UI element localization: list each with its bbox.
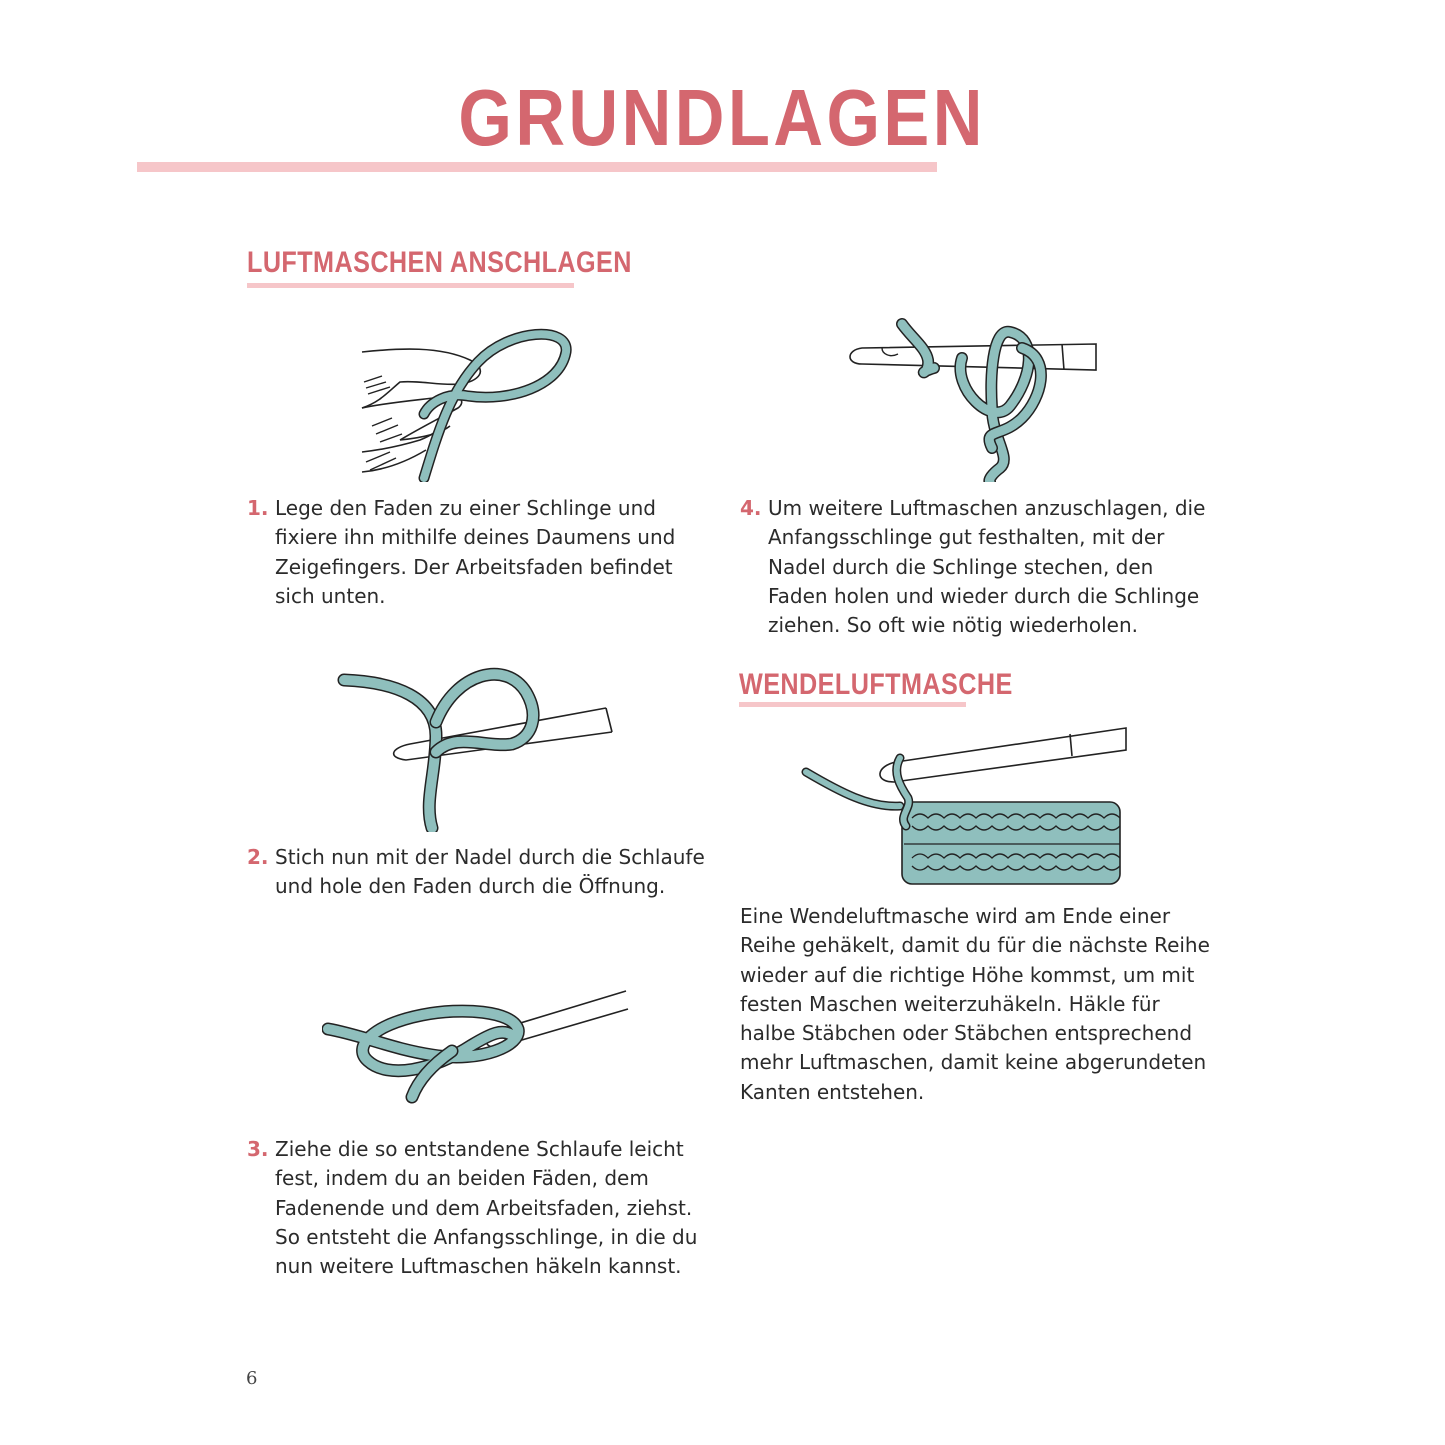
step-3	[247, 1135, 707, 1281]
wendeluftmasche-text: Eine Wendeluftmasche wird am Ende einer Reihe gehäkelt, damit du für die nächste Reihe wieder auf die richtige Höhe kommst, um mit festen Maschen weiterzuhäkeln. Häkle für halbe Stäbchen oder Stäbchen entsprechend mehr Luftmaschen, damit keine abgerundeten Kanten entstehen.	[740, 904, 1210, 1104]
chain-stitch-illustration	[842, 318, 1102, 482]
step-text: Um weitere Luftmaschen anzuschlagen, die Anfangsschlinge gut festhalten, mit der Nadel durch die Schlinge stechen, den Faden holen und wieder durch die Schlinge ziehen. So oft wie nötig wiederholen.	[768, 496, 1206, 638]
slip-knot-illustration	[322, 985, 632, 1105]
step-1	[247, 494, 707, 611]
step-text: Lege den Faden zu einer Schlinge und fixiere ihn mithilfe deines Daumens und Zeigefingers. Der Arbeitsfaden befindet sich unten.	[275, 496, 676, 608]
step-number: 2.	[247, 845, 269, 869]
loop-hand-illustration	[360, 322, 580, 482]
step-4	[740, 494, 1210, 640]
section-underline-wendeluftmasche	[739, 702, 966, 707]
turning-chain-illustration	[800, 722, 1130, 888]
hook-through-loop-illustration	[336, 662, 626, 832]
section-heading-wendeluftmasche: WENDELUFTMASCHE	[739, 668, 1013, 701]
section-underline-luftmaschen	[247, 283, 574, 288]
step-2	[247, 843, 707, 902]
step-number: 1.	[247, 496, 269, 520]
step-text: Stich nun mit der Nadel durch die Schlaufe und hole den Faden durch die Öffnung.	[275, 845, 705, 899]
step-text: Ziehe die so entstandene Schlaufe leicht fest, indem du an beiden Fäden, dem Fadenende und dem Arbeitsfaden, ziehst. So entsteht die Anfangsschlinge, in die du nun weitere Luftmaschen häkeln kannst.	[275, 1137, 698, 1279]
page-number: 6	[246, 1368, 258, 1389]
page-title: GRUNDLAGEN	[458, 73, 986, 162]
step-number: 4.	[740, 496, 762, 520]
title-underline	[137, 162, 937, 172]
section-heading-luftmaschen: LUFTMASCHEN ANSCHLAGEN	[247, 246, 632, 279]
step-number: 3.	[247, 1137, 269, 1161]
